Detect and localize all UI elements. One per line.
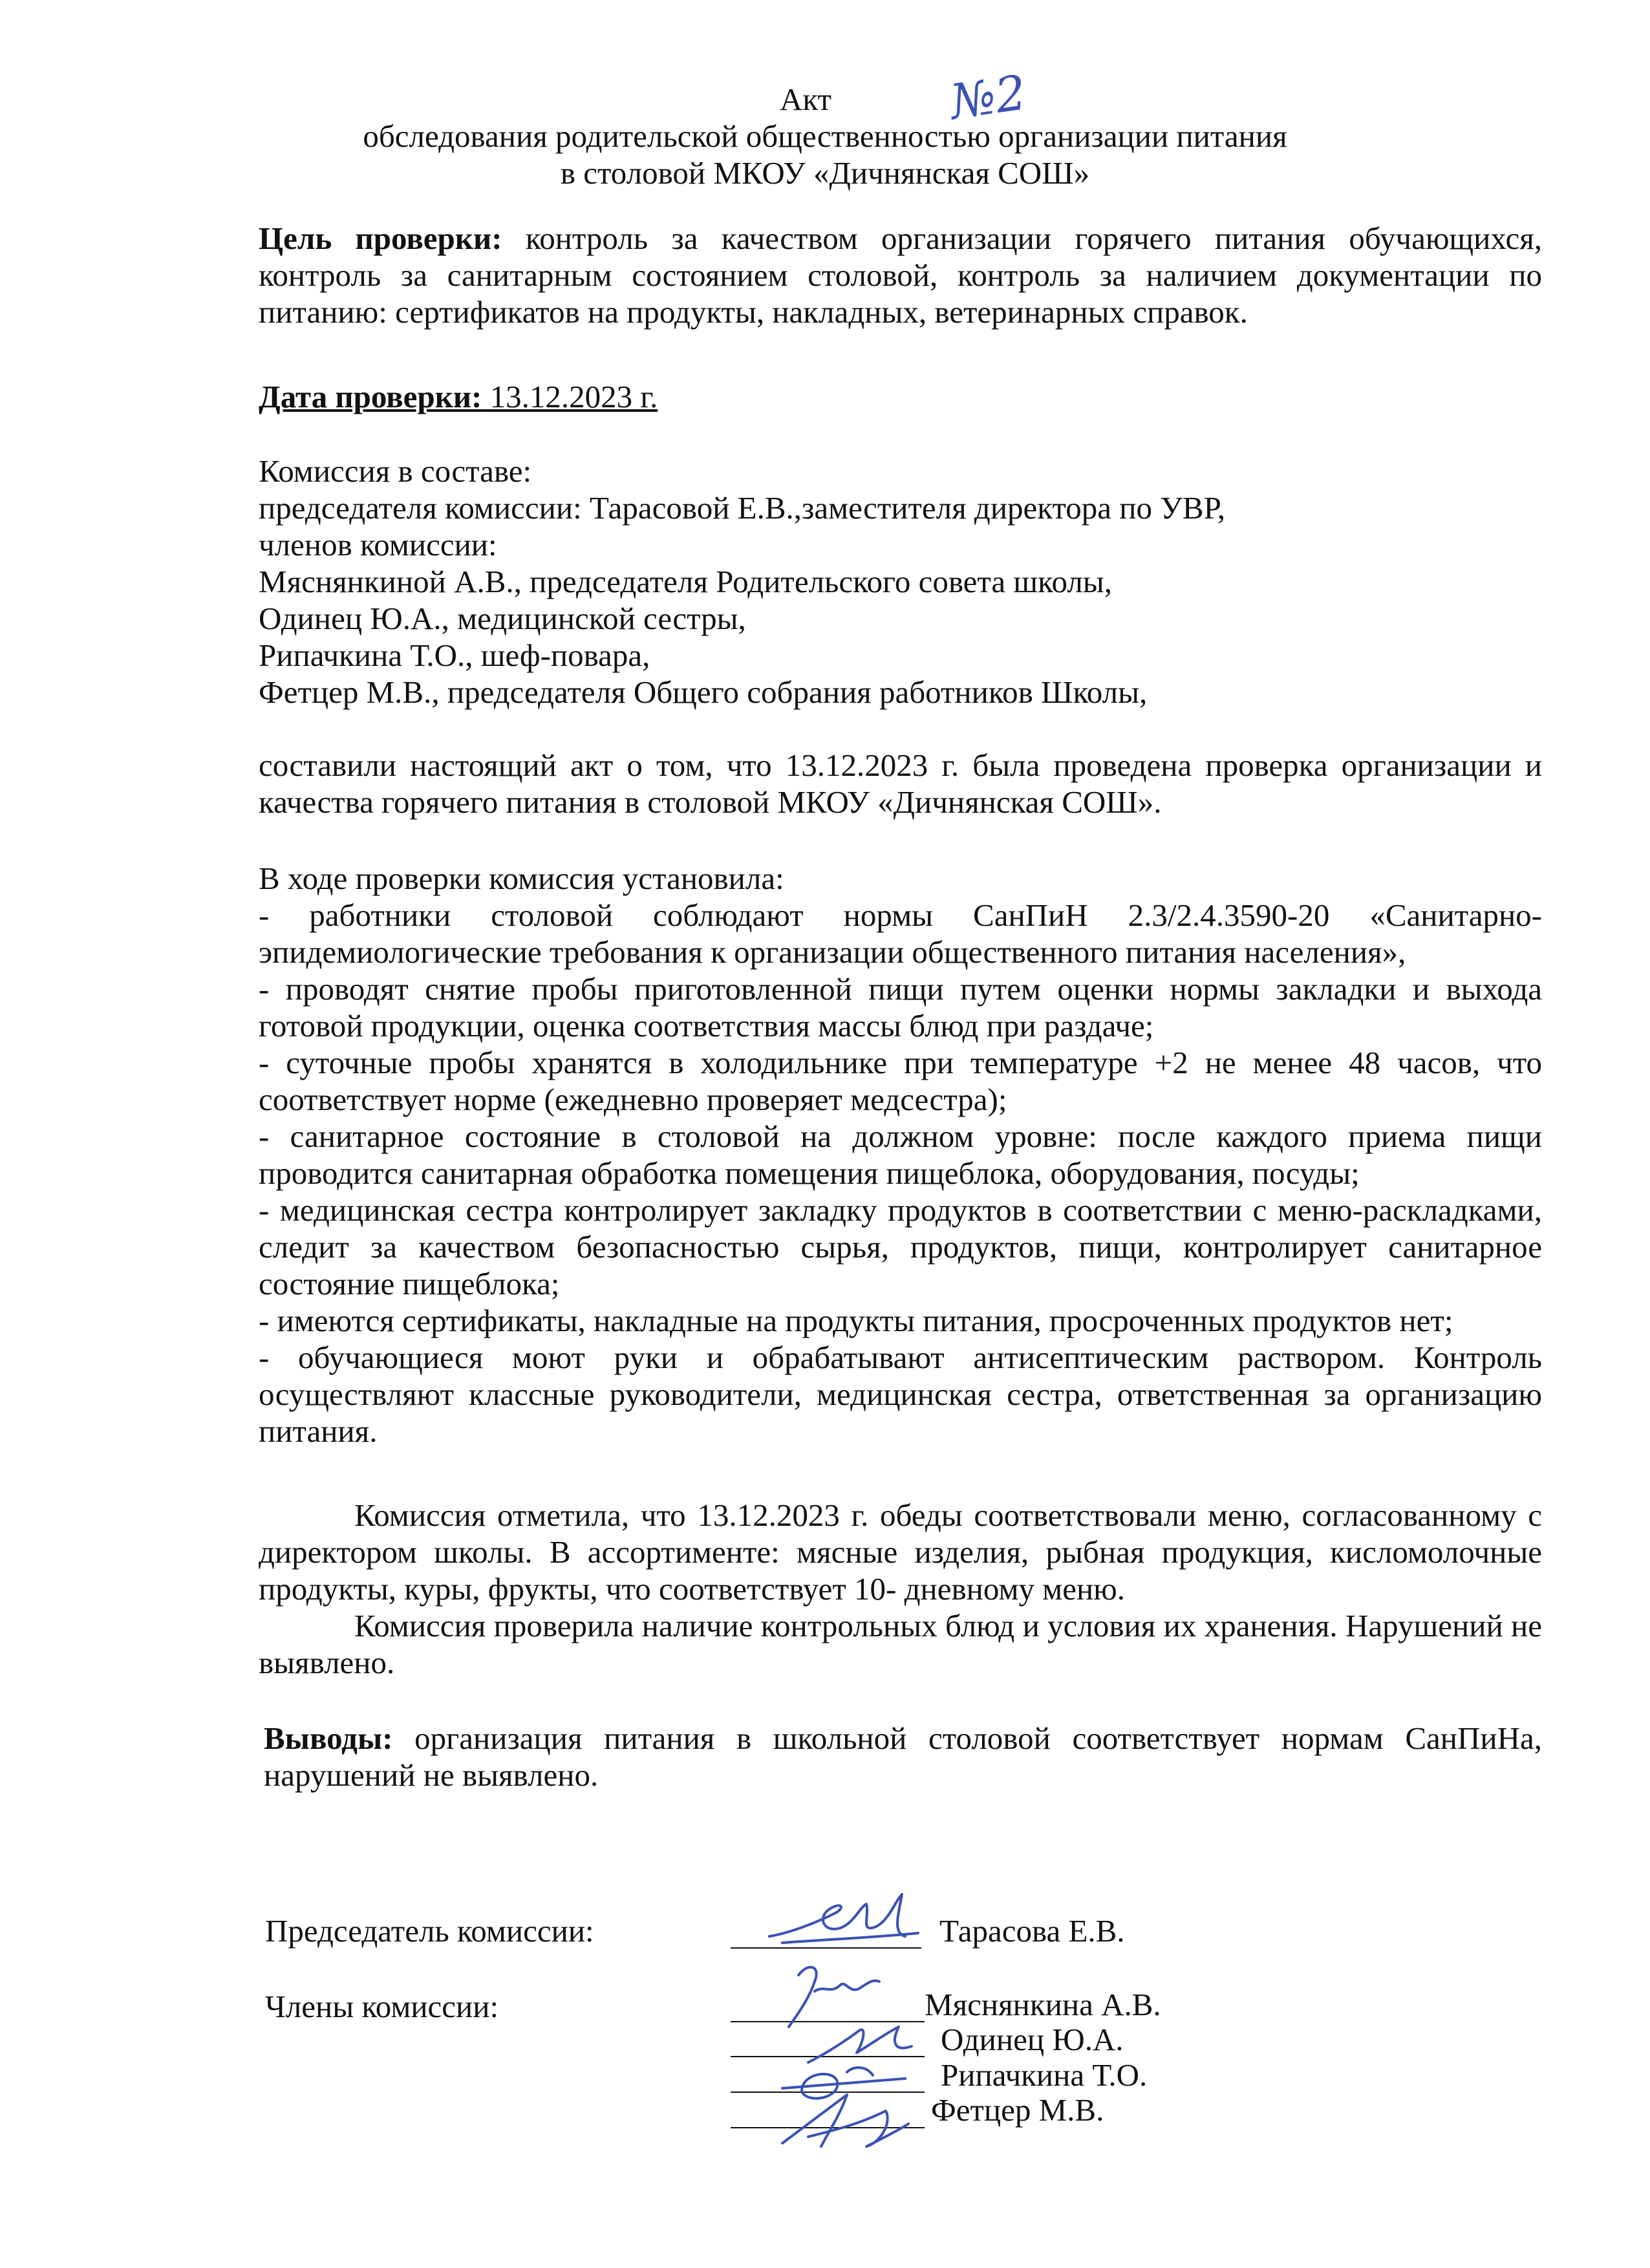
date-value: 13.12.2023 г.: [482, 379, 658, 414]
commission-members-label: членов комиссии:: [259, 527, 497, 562]
purpose-text: контроль за качеством организации горячего питания обучающихся, контроль за санитарным состоянием столовой, контроль за наличием документации по питанию: сертификатов на продукты, накладных, ветеринарных справок.: [259, 220, 1543, 330]
handwritten-act-number: №2: [947, 65, 1030, 131]
commission-list: [259, 453, 1542, 711]
document-subtitle-line2: в столовой МКОУ «Дичнянская СОШ»: [560, 155, 1090, 191]
chair-signature-label: Председатель комиссии:: [265, 1913, 594, 1949]
member-name: Фетцер М.В.: [931, 2092, 1104, 2128]
commission-member: Рипачкина Т.О., шеф-повара,: [259, 637, 650, 673]
finding-item: - обучающиеся моют руки и обрабатывают антисептическим раствором. Контроль осуществляют классные руководители, медицинская сестра, ответственная за организацию питания.: [259, 1340, 1542, 1449]
finding-item: - суточные пробы хранятся в холодильнике при температуре +2 не менее 48 часов, что соответствует норме (ежедневно проверяет медсестра);: [259, 1045, 1542, 1117]
statement-paragraph: составили настоящий акт о том, что 13.12.2023 г. была проведена проверка организации и качества горячего питания в столовой МКОУ «Дичнянская СОШ».: [259, 747, 1542, 820]
commission-intro: Комиссия в составе:: [259, 453, 532, 489]
commission-member: Мяснянкиной А.В., председателя Родительского совета школы,: [259, 564, 1112, 599]
commission-member: Фетцер М.В., председателя Общего собрания работников Школы,: [259, 674, 1148, 710]
finding-item: - санитарное состояние в столовой на должном уровне: после каждого приема пищи проводится санитарная обработка помещения пищеблока, оборудования, посуды;: [259, 1118, 1542, 1191]
members-signature-label: Члены комиссии:: [265, 1989, 499, 2024]
check-date: [259, 378, 1542, 415]
conclusion-paragraph: [264, 1720, 1542, 1793]
notes-section: [259, 1497, 1542, 1681]
date-label: Дата проверки:: [259, 379, 482, 414]
purpose-label: Цель проверки:: [259, 220, 502, 256]
finding-item: - проводят снятие пробы приготовленной пищи путем оценки нормы закладки и выхода готовой продукции, оценка соответствия массы блюд при раздаче;: [259, 971, 1542, 1043]
finding-item: - работники столовой соблюдают нормы СанПиН 2.3/2.4.3590-20 «Санитарно-эпидемиологические требования к организации общественного питания населения»,: [259, 897, 1542, 970]
conclusion-label: Выводы:: [264, 1720, 393, 1756]
handwritten-signature: [763, 1888, 931, 1956]
finding-item: - медицинская сестра контролирует закладку продуктов в соответствии с меню-раскладками, следит за качеством безопасностью сырья, продуктов, пищи, контролирует санитарное состояние пищеблока;: [259, 1192, 1542, 1301]
document-title: Акт: [780, 81, 831, 117]
note-paragraph: Комиссия проверила наличие контрольных блюд и условия их хранения. Нарушений не выявлено.: [259, 1608, 1542, 1680]
purpose-paragraph: [259, 220, 1542, 330]
member-name: Одинец Ю.А.: [941, 2022, 1124, 2057]
handwritten-signature: [769, 2085, 918, 2159]
document-subtitle-line1: обследования родительской общественностью организации питания: [363, 118, 1287, 154]
conclusion-text: организация питания в школьной столовой соответствует нормам СанПиНа, нарушений не выявлено.: [264, 1720, 1542, 1793]
note-paragraph: Комиссия отметила, что 13.12.2023 г. обеды соответствовали меню, согласованному с директором школы. В ассортименте: мясные изделия, рыбная продукция, кисломолочные продукты, куры, фрукты, что соответствует 10- дневному меню.: [259, 1497, 1542, 1607]
findings-intro: В ходе проверки комиссия установила:: [259, 861, 784, 896]
findings-section: [259, 860, 1542, 1450]
commission-chair: председателя комиссии: Тарасовой Е.В.,заместителя директора по УВР,: [259, 490, 1225, 526]
member-name: Мяснянкина А.В.: [925, 1987, 1161, 2022]
document-header: [0, 81, 1650, 191]
finding-item: - имеются сертификаты, накладные на продукты питания, просроченных продуктов нет;: [259, 1303, 1453, 1338]
member-name: Рипачкина Т.О.: [941, 2057, 1148, 2093]
chair-name: Тарасова Е.В.: [939, 1913, 1125, 1949]
commission-member: Одинец Ю.А., медицинской сестры,: [259, 601, 746, 636]
